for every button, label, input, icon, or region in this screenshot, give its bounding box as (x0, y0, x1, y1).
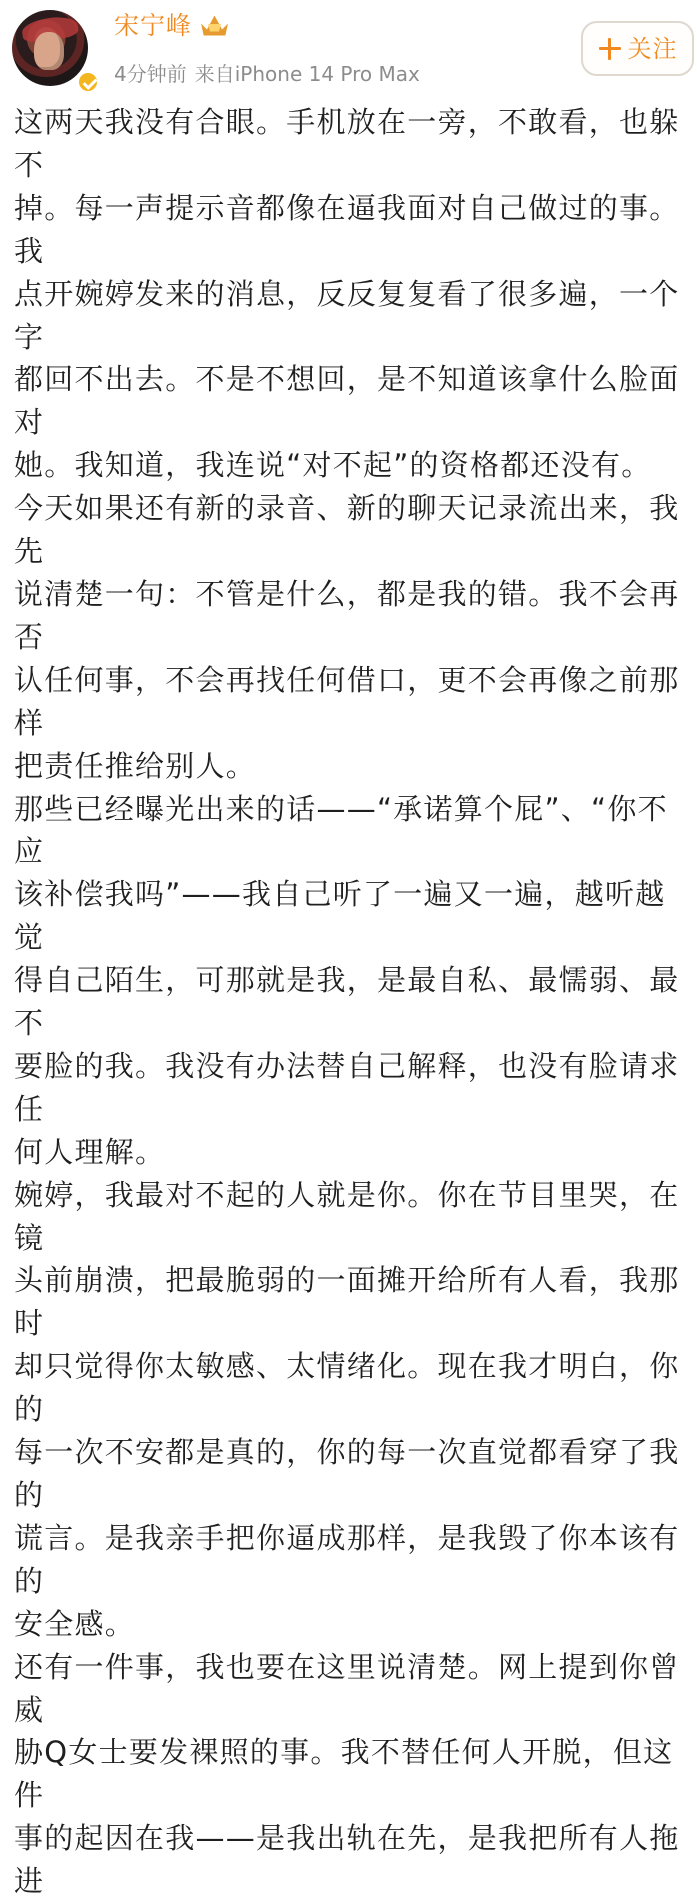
post-time: 4分钟前 (114, 62, 187, 86)
post-body (14, 101, 689, 1899)
post-meta (114, 58, 420, 87)
vip-crown-icon (200, 14, 229, 38)
verified-badge-icon (76, 70, 100, 94)
post-paragraph: 这两天我没有合眼。手机放在一旁，不敢看，也躲不 掉。每一声提示音都像在逼我面对自己做过的事。我 点开婉婷发来的消息，反反复复看了很多遍，一个字 都回不出去。不是不想回，是不知道该拿什么脸面对 她。我知道，我连说“对不起”的资格都还没有。 (14, 105, 680, 483)
author-name[interactable]: 宋宁峰 (114, 11, 193, 40)
plus-icon (598, 37, 622, 61)
post-paragraph: 那些已经曝光出来的话——“承诺算个屁”、“你不应 该补偿我吗”——我自己听了一遍又一遍，越听越觉 得自己陌生，可那就是我，是最自私、最懦弱、最不 要脸的我。我没有办法替自己解释，也没有脸请求任 何人理解。 (14, 791, 680, 1169)
post-header (0, 0, 697, 100)
follow-button[interactable] (581, 21, 694, 76)
post-paragraph: 今天如果还有新的录音、新的聊天记录流出来，我先 说清楚一句：不管是什么，都是我的错。我不会再否 认任何事，不会再找任何借口，更不会再像之前那样 把责任推给别人。 (14, 491, 680, 783)
author-name-row (114, 13, 229, 38)
post-source: 来自iPhone 14 Pro Max (194, 62, 420, 86)
post-paragraph: 还有一件事，我也要在这里说清楚。网上提到你曾威 胁Q女士要发裸照的事。我不替任何人开脱，但这件 事的起因在我——是我出轨在先，是我把所有人拖进 (14, 1649, 680, 1899)
avatar[interactable] (12, 10, 88, 86)
post-paragraph: 婉婷，我最对不起的人就是你。你在节目里哭，在镜 头前崩溃，把最脆弱的一面摊开给所有人看，我那时 却只觉得你太敏感、太情绪化。现在我才明白，你的 每一次不安都是真的，你的每一次直觉都看穿了我的 谎言。是我亲手把你逼成那样，是我毁了你本该有的 安全感。 (14, 1177, 680, 1641)
follow-button-label: 关注 (627, 34, 678, 63)
